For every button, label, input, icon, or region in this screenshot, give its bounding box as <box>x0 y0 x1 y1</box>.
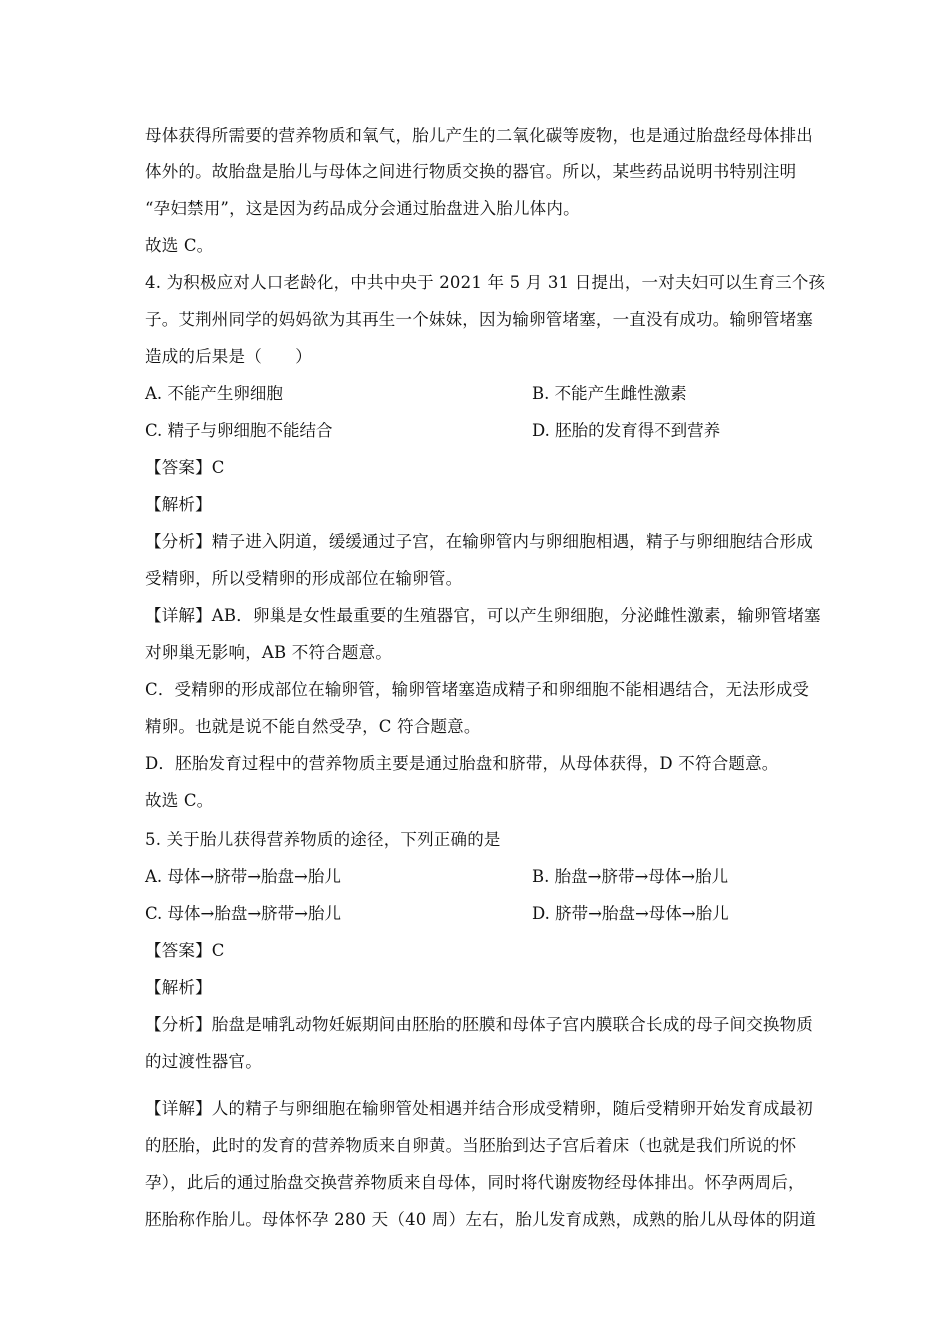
q4-option-b: B. 不能产生雌性激素 <box>532 384 687 403</box>
text-line: “孕妇禁用”，这是因为药品成分会通过胎盘进入胎儿体内。 <box>145 199 580 218</box>
question-5-stem: 5. 关于胎儿获得营养物质的途径，下列正确的是 <box>145 830 501 849</box>
q5-option-b: B. 胎盘→脐带→母体→胎儿 <box>532 867 729 886</box>
q4-option-c: C. 精子与卵细胞不能结合 <box>145 421 333 440</box>
question-4-stem: 造成的后果是（ ） <box>145 347 312 366</box>
q5-xiangjie: 胚胎称作胎儿。母体怀孕 280 天（40 周）左右，胎儿发育成熟，成熟的胎儿从母体的阴道 <box>145 1210 817 1229</box>
q4-xiangjie: D．胚胎发育过程中的营养物质主要是通过胎盘和脐带，从母体获得，D 不符合题意。 <box>145 754 779 773</box>
q5-option-d: D. 脐带→胎盘→母体→胎儿 <box>532 904 729 923</box>
q5-answer: 【答案】C <box>145 941 225 960</box>
q4-conclusion: 故选 C。 <box>145 791 214 810</box>
q4-analysis-heading: 【解析】 <box>145 495 212 514</box>
q4-fenxi: 【分析】精子进入阴道，缓缓通过子宫，在输卵管内与卵细胞相遇，精子与卵细胞结合形成 <box>145 532 813 551</box>
q5-xiangjie: 【详解】人的精子与卵细胞在输卵管处相遇并结合形成受精卵，随后受精卵开始发育成最初 <box>145 1099 813 1118</box>
q4-xiangjie: C．受精卵的形成部位在输卵管，输卵管堵塞造成精子和卵细胞不能相遇结合，无法形成受 <box>145 680 810 699</box>
question-4-stem: 子。艾荆州同学的妈妈欲为其再生一个妹妹，因为输卵管堵塞，一直没有成功。输卵管堵塞 <box>145 310 813 329</box>
q5-fenxi: 【分析】胎盘是哺乳动物妊娠期间由胚胎的胚膜和母体子宫内膜联合长成的母子间交换物质 <box>145 1015 813 1034</box>
q5-xiangjie: 的胚胎，此时的发育的营养物质来自卵黄。当胚胎到达子宫后着床（也就是我们所说的怀 <box>145 1136 797 1155</box>
q4-fenxi: 受精卵，所以受精卵的形成部位在输卵管。 <box>145 569 463 588</box>
question-4-stem: 4. 为积极应对人口老龄化，中共中央于 2021 年 5 月 31 日提出，一对夫妇可以生育三个孩 <box>145 273 826 292</box>
q4-xiangjie: 对卵巢无影响，AB 不符合题意。 <box>145 643 392 662</box>
q4-option-a: A. 不能产生卵细胞 <box>145 384 283 403</box>
q5-fenxi: 的过渡性器官。 <box>145 1052 262 1071</box>
text-line: 体外的。故胎盘是胎儿与母体之间进行物质交换的器官。所以，某些药品说明书特别注明 <box>145 162 797 181</box>
q4-xiangjie: 【详解】AB．卵巢是女性最重要的生殖器官，可以产生卵细胞，分泌雌性激素，输卵管堵塞 <box>145 606 821 625</box>
q4-option-d: D. 胚胎的发育得不到营养 <box>532 421 721 440</box>
q5-xiangjie: 孕），此后的通过胎盘交换营养物质来自母体，同时将代谢废物经母体排出。怀孕两周后， <box>145 1173 805 1192</box>
q4-answer: 【答案】C <box>145 458 225 477</box>
q5-analysis-heading: 【解析】 <box>145 978 212 997</box>
text-line: 母体获得所需要的营养物质和氧气，胎儿产生的二氧化碳等废物，也是通过胎盘经母体排出 <box>145 126 813 145</box>
q5-option-a: A. 母体→脐带→胎盘→胎儿 <box>145 867 341 886</box>
q4-xiangjie: 精卵。也就是说不能自然受孕，C 符合题意。 <box>145 717 481 736</box>
q5-option-c: C. 母体→胎盘→脐带→胎儿 <box>145 904 342 923</box>
text-line: 故选 C。 <box>145 236 214 255</box>
